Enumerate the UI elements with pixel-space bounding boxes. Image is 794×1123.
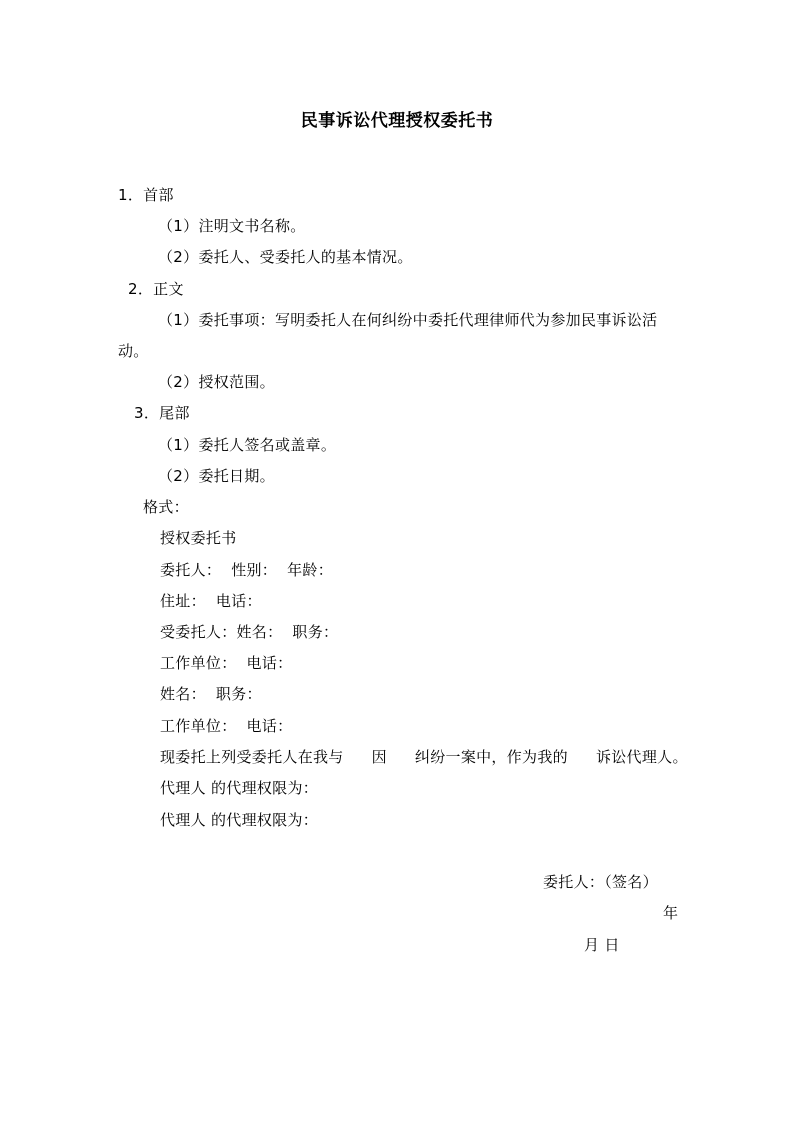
format-principal-line <box>160 560 333 580</box>
section-2-item-1-line-2: 动。 <box>118 342 149 360</box>
section-3-heading: 3．尾部 <box>134 404 190 422</box>
phone-label-2: 电话： <box>246 654 293 672</box>
signature-month-day: 月 日 <box>584 936 620 954</box>
format-name-line <box>160 684 262 704</box>
format-scope-line-1: 代理人 的代理权限为： <box>160 779 319 797</box>
entrust-part-4: 诉讼代理人。 <box>595 748 688 766</box>
signature-year: 年 <box>663 904 679 922</box>
phone-label: 电话： <box>215 592 262 610</box>
section-2-heading: 2．正文 <box>128 280 184 298</box>
format-workplace-line <box>160 653 292 673</box>
format-doc-name: 授权委托书 <box>160 529 237 547</box>
entrust-part-2: 因 <box>371 748 387 766</box>
signature-principal: 委托人：（签名） <box>543 873 658 891</box>
principal-label: 委托人： <box>160 561 222 579</box>
name-label: 姓名： <box>160 685 206 703</box>
workplace-label-2: 工作单位： <box>160 717 237 735</box>
entrust-part-3: 纠纷一案中，作为我的 <box>414 748 568 766</box>
phone-label-3: 电话： <box>246 717 293 735</box>
agent-label: 受委托人：姓名： <box>160 623 283 641</box>
section-1-item-2: （2）委托人、受委托人的基本情况。 <box>158 248 413 266</box>
section-1-item-1: （1）注明文书名称。 <box>158 217 306 235</box>
format-workplace-line-2 <box>160 716 292 736</box>
workplace-label: 工作单位： <box>160 654 237 672</box>
format-agent-line <box>160 622 338 642</box>
document-title: 民事诉讼代理授权委托书 <box>300 111 494 131</box>
age-label: 年龄： <box>287 561 334 579</box>
position-label: 职务： <box>292 623 339 641</box>
section-3-item-2: （2）委托日期。 <box>158 467 275 485</box>
position-label-2: 职务： <box>215 685 262 703</box>
section-2-item-1-line-1: （1）委托事项：写明委托人在何纠纷中委托代理律师代为参加民事诉讼活 <box>158 311 658 329</box>
format-address-line <box>160 591 262 611</box>
gender-label: 性别： <box>231 561 278 579</box>
format-entrust-line <box>160 747 688 767</box>
entrust-part-1: 现委托上列受委托人在我与 <box>160 748 344 766</box>
format-label: 格式： <box>143 498 189 516</box>
section-2-item-2: （2）授权范围。 <box>158 373 275 391</box>
section-3-item-1: （1）委托人签名或盖章。 <box>158 436 337 454</box>
section-1-heading: 1．首部 <box>118 186 174 204</box>
format-scope-line-2: 代理人 的代理权限为： <box>160 811 319 829</box>
address-label: 住址： <box>160 592 206 610</box>
